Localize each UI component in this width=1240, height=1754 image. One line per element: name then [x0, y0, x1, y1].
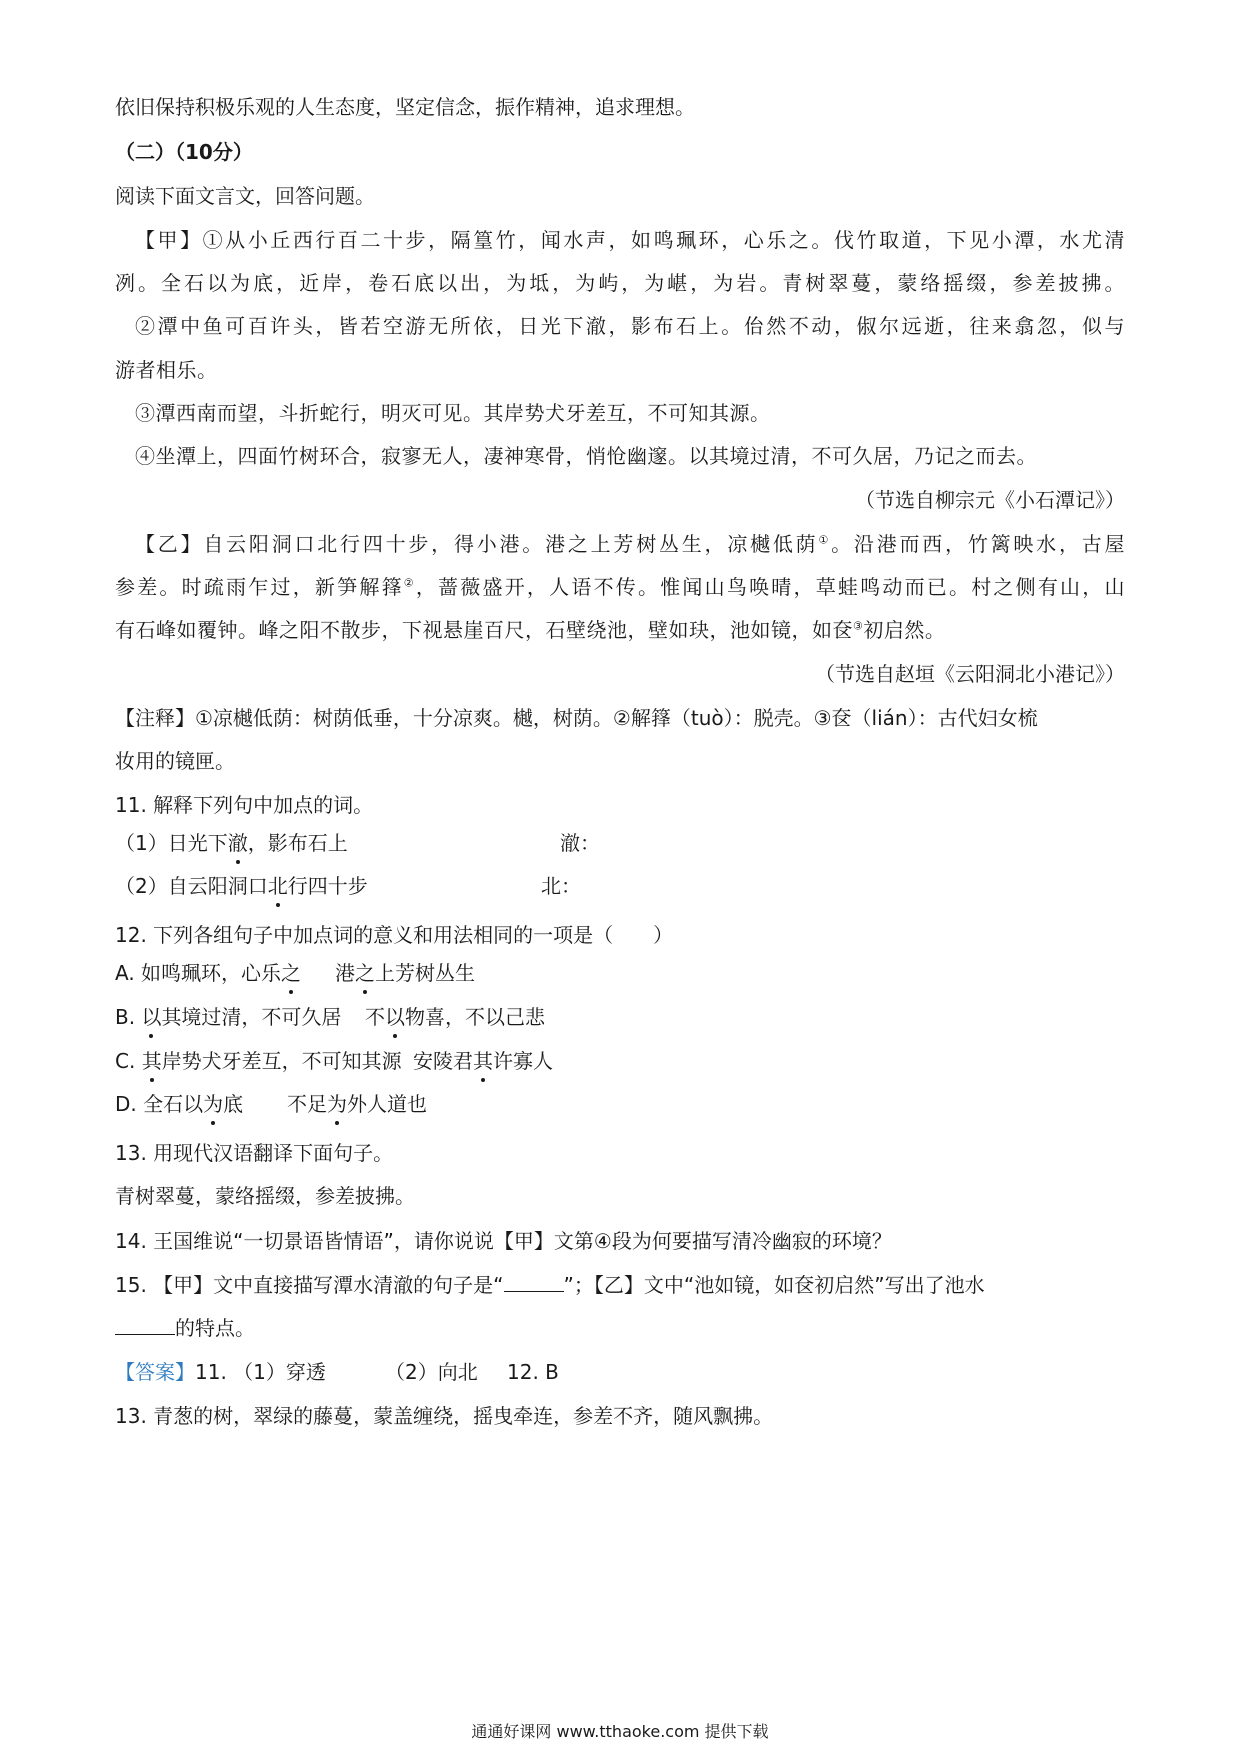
option-a-right [335, 958, 475, 988]
footnote-mark-2: ② [403, 576, 416, 590]
q15-text-c: 的特点。 [175, 1316, 255, 1340]
dotted-word: 澈 [228, 828, 248, 858]
notes-line-1: 【注释】①凉樾低荫：树荫低垂，十分凉爽。樾，树荫。②解箨（tuò）：脱壳。③奁（lián）：古代妇女梳 [115, 706, 1038, 730]
yi-line-1-text-b: 。沿港而西，竹篱映水，古屋 [831, 532, 1126, 556]
yi-line-2-text-a: 参差。时疏雨乍过，新笋解箨 [115, 575, 404, 599]
jia-paragraph-2-line-2: 游者相乐。 [115, 358, 218, 382]
footnote-mark-1: ① [818, 533, 832, 547]
jia-paragraph-4: ④坐潭上，四面竹树环合，寂寥无人，凄神寒骨，悄怆幽邃。以其境过清，不可久居，乃记之而去。 [135, 444, 1037, 468]
answer-12: 12. B [507, 1360, 559, 1384]
question-11: 11. 解释下列句中加点的词。 [115, 793, 374, 817]
q15-text-a: 15. 【甲】文中直接描写潭水清澈的句子是“ [115, 1273, 504, 1297]
option-b-text-c: 物喜，不以己悲 [405, 1005, 545, 1029]
q11-1-text-a: （1）日光下 [115, 831, 228, 855]
question-15-line-2 [115, 1313, 1125, 1343]
yi-line-2 [115, 572, 1125, 602]
question-11-item-2 [115, 871, 1125, 901]
yi-source: （节选自赵垣《云阳洞北小港记》） [815, 662, 1125, 686]
answer-blank[interactable] [115, 1314, 175, 1335]
option-b [115, 1002, 1125, 1032]
option-a-text-b: 港 [335, 961, 355, 985]
answer-11-2: （2）向北 [385, 1360, 478, 1384]
yi-line-1 [135, 529, 1125, 559]
dotted-word: 之 [281, 958, 301, 988]
option-b-label: B. [115, 1005, 142, 1029]
option-a-text-a: A. 如鸣珮环，心乐 [115, 961, 282, 985]
jia-paragraph-1-line-1: 【甲】①从小丘西行百二十步，隔篁竹，闻水声，如鸣珮环，心乐之。伐竹取道，下见小潭，水尤清 [135, 228, 1125, 252]
dotted-word: 其 [142, 1046, 162, 1076]
yi-line-3-text-b: 初启然。 [863, 618, 946, 642]
option-c-text-b: 安陵君 [413, 1049, 473, 1073]
q11-1-text-b: ，影布石上 [247, 831, 348, 855]
q11-1-answer-key: 澈： [560, 831, 600, 855]
answer-11-1: 11. （1）穿透 [195, 1360, 326, 1384]
answer-line [115, 1357, 1125, 1387]
question-11-item-1 [115, 828, 1125, 858]
jia-paragraph-2-line-1: ②潭中鱼可百许头，皆若空游无所依，日光下澈，影布石上。佁然不动，俶尔远逝，往来翕忽，似与 [135, 314, 1125, 338]
answer-tag: 【答案】 [115, 1360, 195, 1384]
section-heading: （二）（10分） [115, 140, 253, 164]
question-13-sentence: 青树翠蔓，蒙络摇缀，参差披拂。 [115, 1184, 415, 1208]
q11-2-text-a: （2）自云阳洞口 [115, 874, 268, 898]
yi-line-3-text-a: 有石峰如覆钟。峰之阳不散步，下视悬崖百尺，石壁绕池，壁如玦，池如镜，如奁 [115, 618, 853, 642]
option-c-text-a: 岸势犬牙差互，不可知其源 [161, 1049, 402, 1073]
option-d-text-b: 底 [223, 1092, 244, 1116]
q15-text-b: ”；【乙】文中“池如镜，如奁初启然”写出了池水 [563, 1273, 985, 1297]
jia-paragraph-1-line-2: 冽。全石以为底，近岸，卷石底以出，为坻，为屿，为嵁，为岩。青树翠蔓，蒙络摇缀，参差披拂。 [115, 271, 1125, 295]
question-14: 14. 王国维说“一切景语皆情语”，请你说说【甲】文第④段为何要描写清冷幽寂的环境？ [115, 1229, 892, 1253]
option-c-text-c: 许寡人 [493, 1049, 553, 1073]
q11-2-text-b: 行四十步 [287, 874, 368, 898]
yi-line-1-text-a: 【乙】自云阳洞口北行四十步，得小港。港之上芳树丛生，凉樾低荫 [135, 532, 819, 556]
option-d [115, 1089, 1125, 1119]
dotted-word: 以 [385, 1002, 405, 1032]
option-a [115, 958, 1125, 988]
option-c-label: C. [115, 1049, 142, 1073]
question-15-line-1 [115, 1270, 1125, 1300]
dotted-word: 其 [473, 1046, 493, 1076]
option-b-text-a: 其境过清，不可久居 [161, 1005, 342, 1029]
option-d-text-a: D. 全石以 [115, 1092, 204, 1116]
option-b-right [365, 1002, 545, 1032]
page-footer: 通通好课网 www.tthaoke.com 提供下载 [471, 1722, 769, 1741]
answer-blank[interactable] [504, 1271, 564, 1292]
jia-source: （节选自柳宗元《小石潭记》） [855, 488, 1125, 512]
q11-2-answer-key: 北： [541, 874, 581, 898]
option-d-right [287, 1089, 427, 1119]
option-b-text-b: 不 [365, 1005, 385, 1029]
answer-13: 13. 青葱的树，翠绿的藤蔓，蒙盖缠绕，摇曳牵连，参差不齐，随风飘拂。 [115, 1404, 774, 1428]
option-c [115, 1046, 1125, 1076]
yi-line-3 [115, 615, 1125, 645]
dotted-word: 为 [203, 1089, 223, 1119]
dotted-word: 以 [141, 1002, 161, 1032]
dotted-word: 之 [355, 958, 375, 988]
option-c-right [413, 1046, 553, 1076]
paragraph-line: 依旧保持积极乐观的人生态度，坚定信念，振作精神，追求理想。 [115, 95, 695, 119]
question-13: 13. 用现代汉语翻译下面句子。 [115, 1141, 394, 1165]
instruction-text: 阅读下面文言文，回答问题。 [115, 184, 375, 208]
dotted-word: 北 [268, 871, 288, 901]
option-d-text-d: 外人道也 [347, 1092, 427, 1116]
option-d-text-c: 不足 [287, 1092, 327, 1116]
option-a-text-c: 上芳树丛生 [375, 961, 475, 985]
notes-line-2: 妆用的镜匣。 [115, 749, 235, 773]
dotted-word: 为 [327, 1089, 347, 1119]
yi-line-2-text-b: ，蔷薇盛开，人语不传。惟闻山鸟唤晴，草蛙鸣动而已。村之侧有山，山 [415, 575, 1125, 599]
footnote-mark-3: ③ [853, 619, 864, 633]
question-12: 12. 下列各组句子中加点词的意义和用法相同的一项是（ ） [115, 923, 674, 947]
jia-paragraph-3: ③潭西南而望，斗折蛇行，明灭可见。其岸势犬牙差互，不可知其源。 [135, 401, 771, 425]
